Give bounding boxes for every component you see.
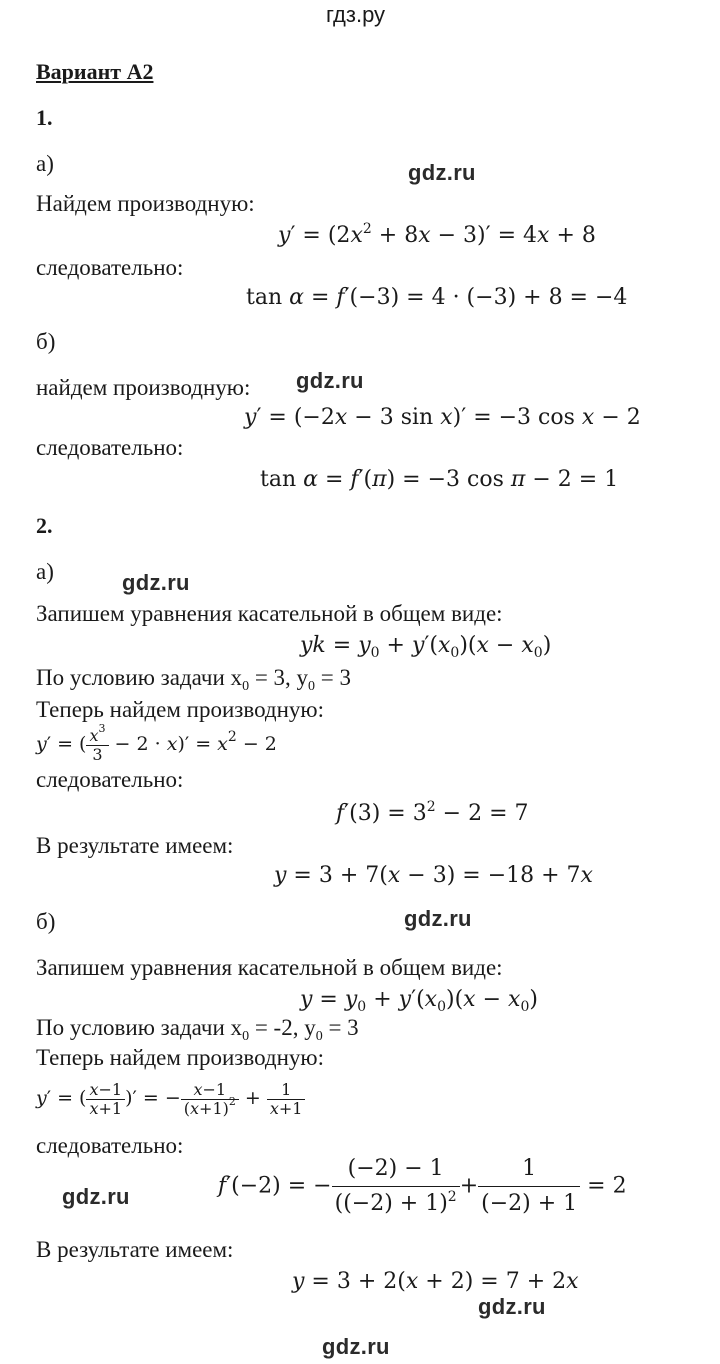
task2-b-value: f′(−2) = − $\frac{(-2) - 1}{((-2) + 1)^2}$ + $\frac{1}{(-2) + 1}$ = 2 [218, 1152, 627, 1221]
footer-watermark: gdz.ru [322, 1334, 390, 1359]
watermark: gdz.ru [478, 1294, 546, 1319]
task1-b-derivative: y′ = (−2x − 3 sin x)′ = −3 cos x − 2 [244, 405, 641, 430]
task2-a-tangent-formula: yk = $y_0 + y'(x_0)(x - x_0)$ [300, 633, 552, 661]
watermark: gdz.ru [408, 160, 476, 185]
task1-a-derivative: $y' = (2x^2 + 8x - 3)' = 4x + 8$ [278, 221, 596, 248]
watermark: gdz.ru [404, 906, 472, 931]
site-header: гдз.ру [326, 2, 386, 27]
task1-b-result: tan α = f′(π) = −3 cos π − 2 = 1 [260, 467, 619, 492]
task1-a-therefore: следовательно: [36, 255, 184, 280]
task2-a-tangent-intro: Запишем уравнения касательной в общем виде: [36, 601, 503, 626]
watermark: gdz.ru [62, 1184, 130, 1209]
task2-b-therefore: следовательно: [36, 1133, 184, 1158]
watermark: gdz.ru [296, 368, 364, 393]
task2-b-derivative: y′ = ( $\frac{x-1}{x+1}$ )′ = − $\frac{x-1}{(x+1)^2}$ + $\frac{1}{x+1}$ [36, 1076, 305, 1120]
task2-b-condition: По условию задачи $x_0 = -2$, $y_0 = 3$ [36, 1015, 359, 1044]
task2-b-result-intro: В результате имеем: [36, 1237, 234, 1262]
variant-title: Вариант А2 [36, 59, 154, 84]
task2-number: 2. [36, 513, 53, 538]
task2-a-result-intro: В результате имеем: [36, 833, 234, 858]
task1-a-label: а) [36, 151, 54, 176]
task2-a-derivative: y′ = ( $\frac{x^3}{3}$ − $2 \cdot x)' = x^2 - 2$ [36, 721, 277, 764]
watermark: gdz.ru [122, 570, 190, 595]
task2-b-label: б) [36, 909, 56, 934]
task2-a-derivative-intro: Теперь найдем производную: [36, 697, 325, 722]
task1-a-intro: Найдем производную: [36, 191, 255, 216]
task2-a-value: $f'(3) = 3^2 - 2 = 7$ [336, 799, 529, 826]
task2-a-therefore: следовательно: [36, 767, 184, 792]
task2-b-tangent-formula: $y = y_0 + y'(x_0)(x - x_0)$ [300, 987, 538, 1015]
task2-b-tangent-intro: Запишем уравнения касательной в общем виде: [36, 955, 503, 980]
task1-b-label: б) [36, 329, 56, 354]
task2-a-condition: По условию задачи $x_0 = 3$, $y_0 = 3$ [36, 665, 352, 694]
task2-a-result: y = 3 + 7(x − 3) = −18 + 7x [274, 863, 593, 888]
task2-a-label: а) [36, 559, 54, 584]
task2-b-derivative-intro: Теперь найдем производную: [36, 1045, 325, 1070]
task1-a-result: tan α = f′(−3) = 4 · (−3) + 8 = −4 [246, 285, 628, 310]
task2-b-result: y = 3 + 2(x + 2) = 7 + 2x [292, 1269, 579, 1294]
task1-b-intro: найдем производную: [36, 375, 251, 400]
task1-number: 1. [36, 105, 53, 130]
task1-b-therefore: следовательно: [36, 435, 184, 460]
